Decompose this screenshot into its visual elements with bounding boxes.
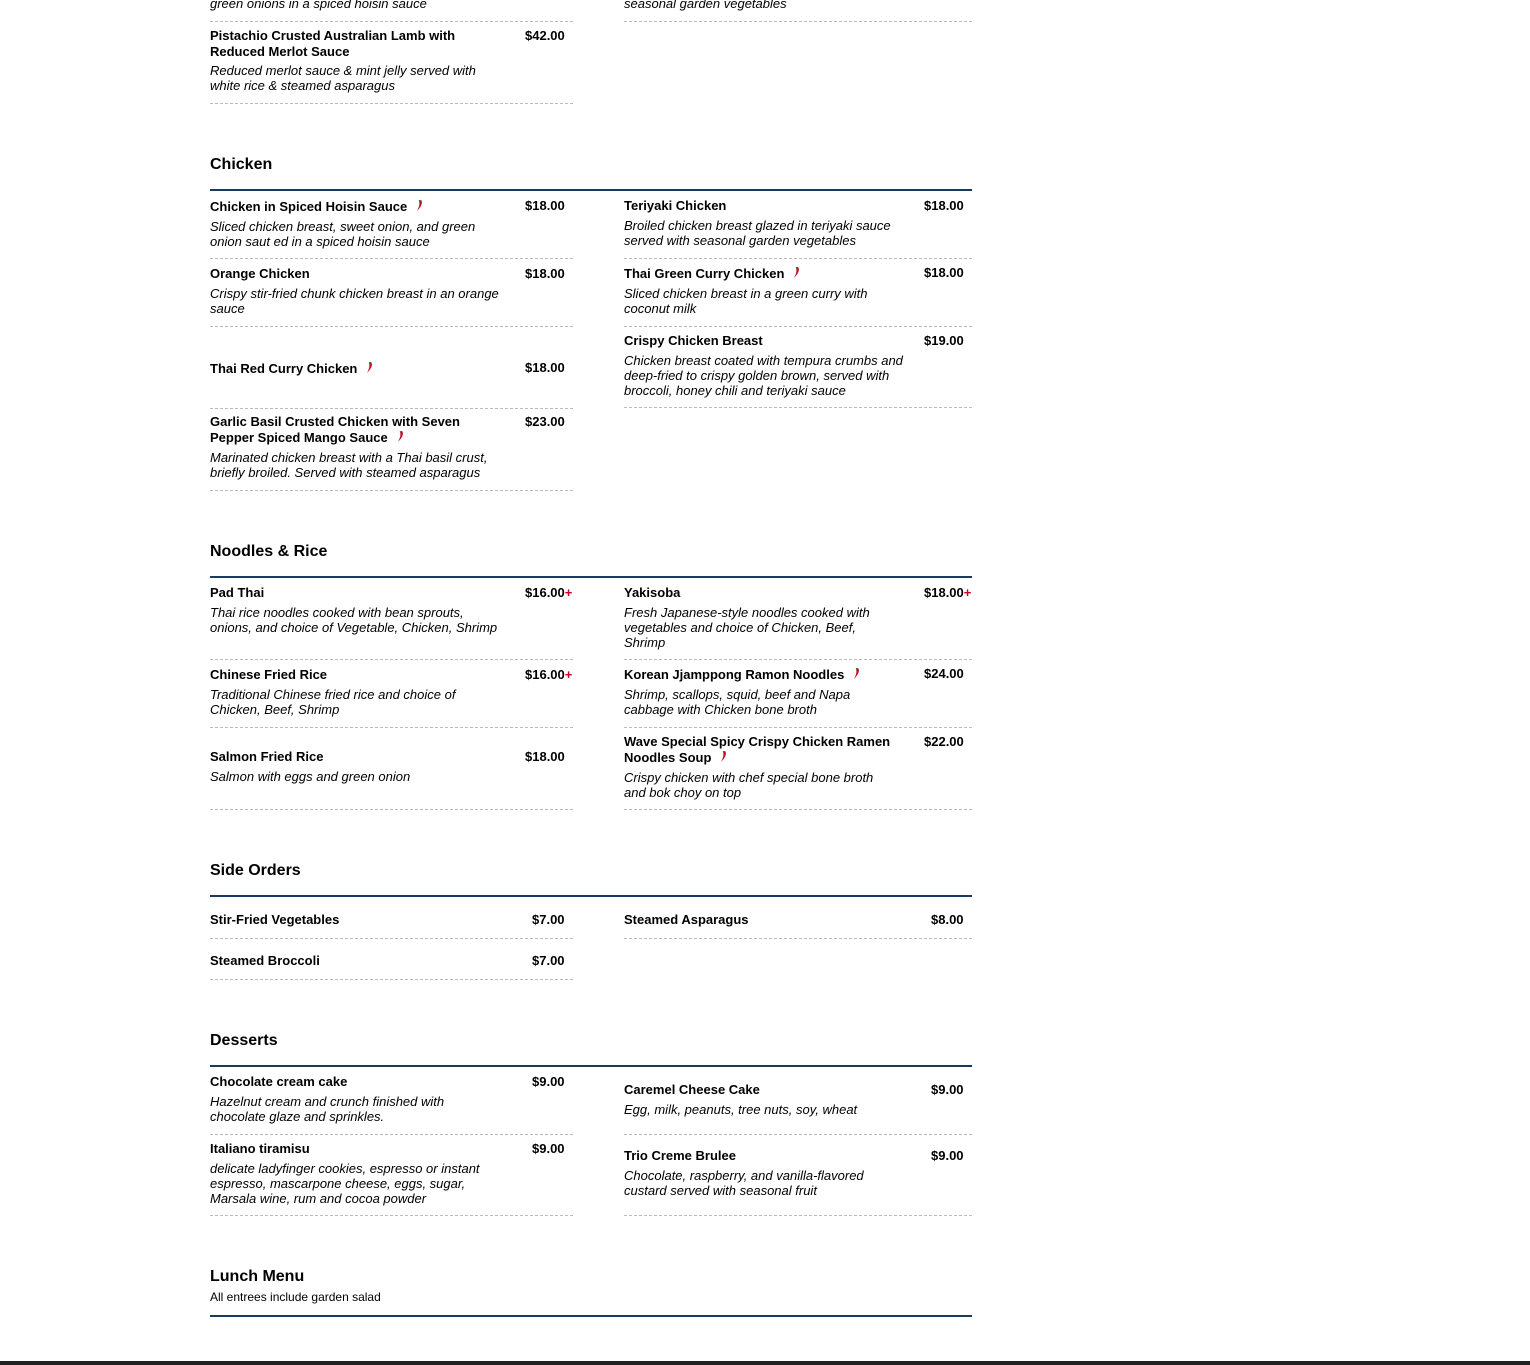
item-desc-lamb: Reduced merlot sauce & mint jelly served with white rice & steamed asparagus [210, 63, 476, 93]
item-name-garlic-basil: Garlic Basil Crusted Chicken with Seven Pepper Spiced Mango Sauce [210, 414, 460, 445]
item-name-yakisoba: Yakisoba [624, 585, 681, 600]
item-desc-cheese-cake: Egg, milk, peanuts, tree nuts, soy, wheat [624, 1102, 858, 1117]
item-desc-orange: Crispy stir-fried chunk chicken breast in an orange sauce [210, 286, 499, 316]
item-name-creme-brulee: Trio Creme Brulee [624, 1148, 736, 1163]
item-desc-salmon-rice: Salmon with eggs and green onion [210, 769, 411, 784]
item-name-green-curry: Thai Green Curry Chicken [624, 266, 914, 282]
item-divider [210, 659, 573, 660]
item-divider [210, 1215, 573, 1216]
item-divider [210, 103, 573, 104]
section-title-noodles: Noodles & Rice [210, 543, 328, 560]
item-divider [624, 938, 972, 939]
item-divider [210, 326, 573, 327]
item-divider [210, 408, 573, 409]
item-price-wave-special: $22.00 [924, 734, 964, 749]
item-divider [210, 979, 573, 980]
item-price-tiramisu: $9.00 [532, 1141, 565, 1156]
item-name-tiramisu: Italiano tiramisu [210, 1141, 310, 1156]
item-desc-teriyaki: Broiled chicken breast glazed in teriyaki sauce served with seasonal garden vegetables [624, 218, 891, 248]
item-price-teriyaki: $18.00 [924, 198, 964, 213]
item-price-steamed-broccoli: $7.00 [532, 953, 565, 968]
item-desc-green-curry: Sliced chicken breast in a green curry with coconut milk [624, 286, 868, 316]
item-desc-creme-brulee: Chocolate, raspberry, and vanilla-flavored custard served with seasonal fruit [624, 1168, 864, 1198]
item-price-stir-fried-veg: $7.00 [532, 912, 565, 927]
item-price-jjamppong: $24.00 [924, 666, 964, 681]
item-name-hoisin: Chicken in Spiced Hoisin Sauce [210, 199, 510, 215]
item-divider [624, 258, 972, 259]
item-divider [210, 1134, 573, 1135]
chili-pepper-icon [396, 431, 404, 443]
item-name-pad-thai: Pad Thai [210, 585, 265, 600]
item-price-green-curry: $18.00 [924, 265, 964, 280]
item-price-lamb: $42.00 [525, 28, 565, 43]
item-name-salmon-rice: Salmon Fried Rice [210, 749, 324, 764]
price-plus-marker: + [564, 585, 573, 600]
section-rule [210, 189, 972, 191]
chili-pepper-icon [415, 200, 423, 212]
item-divider [624, 1215, 972, 1216]
item-name-steamed-asparagus: Steamed Asparagus [624, 912, 749, 927]
item-price-crispy-breast: $19.00 [924, 333, 964, 348]
item-price-red-curry: $18.00 [525, 360, 565, 375]
item-name-cheese-cake: Caremel Cheese Cake [624, 1082, 760, 1097]
item-name-crispy-breast: Crispy Chicken Breast [624, 333, 763, 348]
item-desc-tiramisu: delicate ladyfinger cookies, espresso or instant espresso, mascarpone cheese, eggs, sugar, Marsala wine, rum and cocoa powder [210, 1161, 480, 1206]
item-name-stir-fried-veg: Stir-Fried Vegetables [210, 912, 340, 927]
section-rule [210, 1065, 972, 1067]
item-divider [210, 938, 573, 939]
item-divider [210, 21, 573, 22]
item-desc-partial-left: green onions in a spiced hoisin sauce [210, 0, 427, 11]
item-price-salmon-rice: $18.00 [525, 749, 565, 764]
bottom-bar [0, 1361, 1530, 1365]
item-desc-wave-special: Crispy chicken with chef special bone broth and bok choy on top [624, 770, 874, 800]
item-price-chocolate-cake: $9.00 [532, 1074, 565, 1089]
item-name-steamed-broccoli: Steamed Broccoli [210, 953, 320, 968]
item-desc-fried-rice: Traditional Chinese fried rice and choice of Chicken, Beef, Shrimp [210, 687, 456, 717]
item-desc-yakisoba: Fresh Japanese-style noodles cooked with vegetables and choice of Chicken, Beef, Shrimp [624, 605, 870, 650]
section-rule [210, 576, 972, 578]
section-title-sides: Side Orders [210, 862, 301, 879]
item-name-wave-special: Wave Special Spicy Crispy Chicken Ramen Noodles Soup [624, 734, 891, 765]
item-price-steamed-asparagus: $8.00 [931, 912, 964, 927]
item-price-hoisin: $18.00 [525, 198, 565, 213]
item-price-garlic-basil: $23.00 [525, 414, 565, 429]
price-plus-marker: + [564, 667, 573, 682]
item-desc-jjamppong: Shrimp, scallops, squid, beef and Napa cabbage with Chicken bone broth [624, 687, 851, 717]
item-price-cheese-cake: $9.00 [931, 1082, 964, 1097]
section-title-lunch: Lunch Menu [210, 1268, 305, 1285]
item-desc-pad-thai: Thai rice noodles cooked with bean sprouts, onions, and choice of Vegetable, Chicken, Shrimp [210, 605, 498, 635]
section-rule [210, 895, 972, 897]
price-plus-marker: + [963, 585, 972, 600]
item-name-chocolate-cake: Chocolate cream cake [210, 1074, 348, 1089]
item-divider [210, 490, 573, 491]
chili-pepper-icon [852, 668, 860, 680]
item-divider [624, 809, 972, 810]
chili-pepper-icon [365, 362, 373, 374]
item-name-lamb: Pistachio Crusted Australian Lamb with Reduced Merlot Sauce [210, 28, 456, 59]
section-subtitle-lunch: All entrees include garden salad [210, 1290, 381, 1304]
item-price-orange: $18.00 [525, 266, 565, 281]
item-divider [624, 407, 972, 408]
item-price-fried-rice: $16.00+ [525, 667, 573, 682]
item-divider [210, 727, 573, 728]
item-desc-partial-right: seasonal garden vegetables [624, 0, 787, 11]
section-title-chicken: Chicken [210, 156, 273, 173]
item-divider [624, 727, 972, 728]
item-divider [210, 809, 573, 810]
item-divider [624, 326, 972, 327]
item-divider [210, 258, 573, 259]
chili-pepper-icon [719, 751, 727, 763]
item-desc-hoisin: Sliced chicken breast, sweet onion, and green onion saut ed in a spiced hoisin sauce [210, 219, 476, 249]
item-name-red-curry: Thai Red Curry Chicken [210, 361, 500, 377]
item-name-teriyaki: Teriyaki Chicken [624, 198, 727, 213]
item-price-pad-thai: $16.00+ [525, 585, 573, 600]
item-divider [624, 1134, 972, 1135]
item-price-creme-brulee: $9.00 [931, 1148, 964, 1163]
section-rule [210, 1315, 972, 1317]
item-divider [624, 659, 972, 660]
item-name-fried-rice: Chinese Fried Rice [210, 667, 328, 682]
chili-pepper-icon [792, 267, 800, 279]
item-divider [624, 21, 972, 22]
item-name-jjamppong: Korean Jjamppong Ramon Noodles [624, 667, 924, 683]
item-desc-garlic-basil: Marinated chicken breast with a Thai basil crust, briefly broiled. Served with steamed asparagus [210, 450, 488, 480]
item-name-orange: Orange Chicken [210, 266, 310, 281]
item-desc-crispy-breast: Chicken breast coated with tempura crumbs and deep-fried to crispy golden brown, served with broccoli, honey chili and teriyaki sauce [624, 353, 903, 398]
item-desc-chocolate-cake: Hazelnut cream and crunch finished with chocolate glaze and sprinkles. [210, 1094, 445, 1124]
section-title-desserts: Desserts [210, 1032, 278, 1049]
item-price-yakisoba: $18.00+ [924, 585, 972, 600]
